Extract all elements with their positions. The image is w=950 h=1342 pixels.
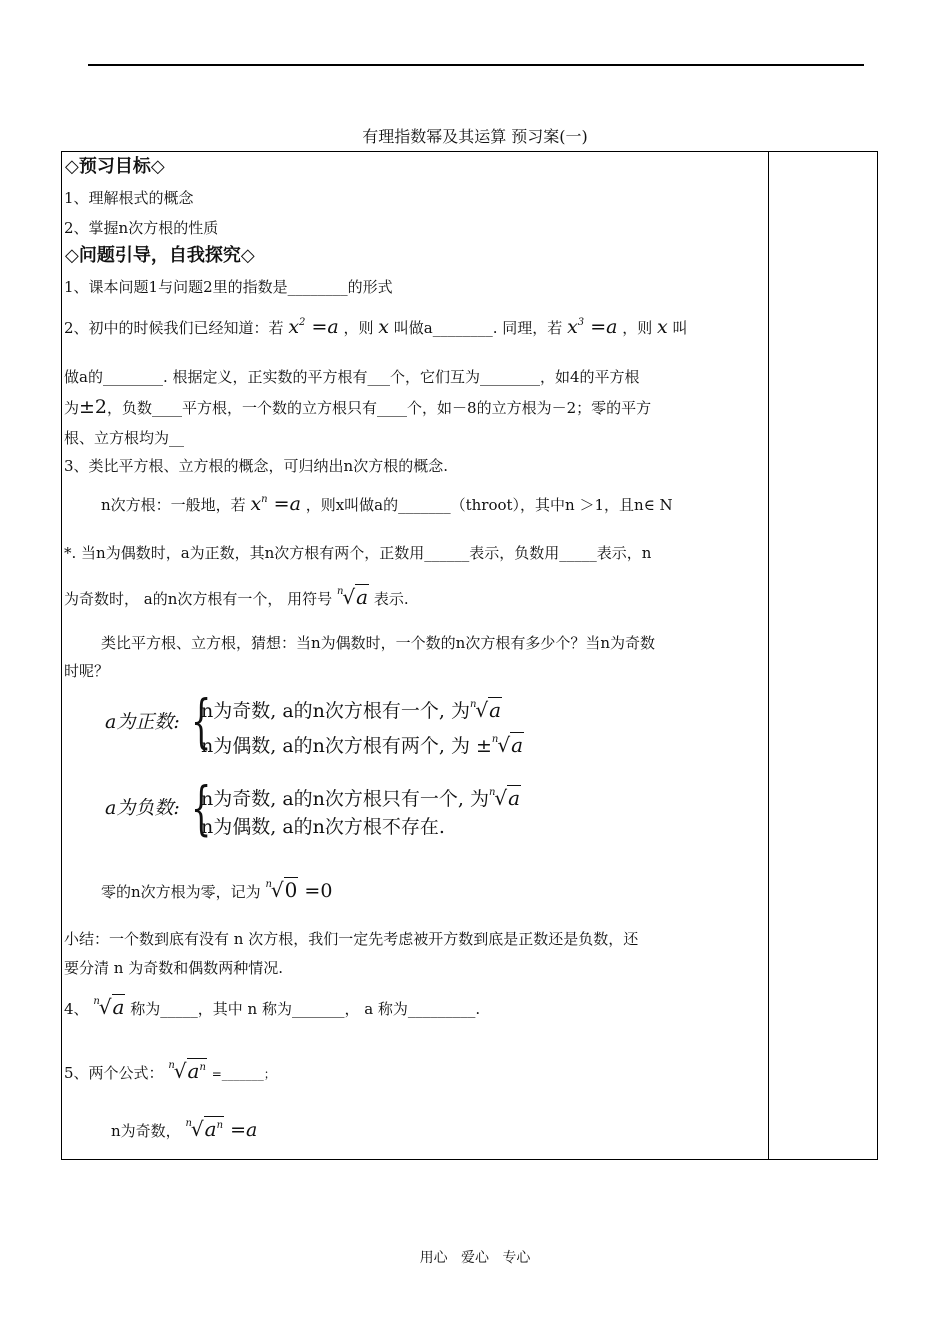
q5-odd-case: [111, 1114, 257, 1141]
radicand: a: [489, 698, 502, 722]
var-x: x: [250, 493, 262, 515]
var-a: a: [327, 316, 339, 338]
negative-even-case: n为偶数, a的n次方根不存在.: [201, 816, 445, 838]
zero-root-rule: [101, 875, 332, 902]
nth-root-a-symbol: [93, 995, 125, 1019]
nth-root-zero-symbol: [265, 878, 298, 902]
def-text-a: n次方根：一般地，若: [101, 496, 246, 514]
root-index: n: [469, 699, 477, 710]
q2-text-e: 叫: [672, 319, 688, 337]
zero-equals: =0: [298, 880, 333, 902]
exp-2: 2: [299, 317, 306, 328]
goals-heading: ◇预习目标◇: [65, 156, 165, 177]
nth-root-a-symbol: [337, 585, 369, 609]
goal-1: 1、理解根式的概念: [64, 189, 194, 207]
star-text-a: 为奇数时， a的n次方根有一个， 用符号: [64, 590, 333, 608]
neg-odd-text: n为奇数, a的n次方根只有一个, 为: [201, 788, 489, 810]
var-x: x: [378, 316, 390, 338]
nth-root-a-pow-n-symbol: [185, 1117, 224, 1141]
var-a: a: [204, 1117, 217, 1141]
radical-sign: √: [190, 1117, 204, 1141]
var-x: x: [288, 316, 300, 338]
radical-sign: √: [497, 733, 511, 757]
root-index: n: [265, 879, 272, 890]
question-1: 1、课本问题1与问题2里的指数是________的形式: [64, 278, 393, 296]
q2-text-c: 叫做a________. 同理，若: [393, 319, 563, 337]
question-2-line-2: 做a的________. 根据定义，正实数的平方根有___个，它们互为________，如4的平方根: [64, 368, 640, 386]
q5-blank: =_______；: [211, 1067, 276, 1081]
question-3: 3、类比平方根、立方根的概念，可归纳出n次方根的概念.: [64, 457, 448, 475]
radical-sign: √: [494, 786, 508, 810]
question-4: [64, 992, 480, 1019]
def-text-b: ，则x叫做a的_______（throot），其中n ＞1，且n∈ N: [305, 496, 673, 514]
radicand: a: [112, 995, 125, 1019]
root-index: n: [491, 734, 499, 745]
q2-eq-square: $x^2 =a$: [288, 316, 339, 338]
root-index: n: [93, 996, 100, 1007]
exp-3: 3: [577, 317, 585, 328]
notes-column-divider: [768, 152, 769, 1159]
nth-root-a-symbol: [489, 786, 521, 810]
pos-odd-text: n为奇数, a的n次方根有一个, 为: [201, 700, 470, 722]
exp-n: n: [199, 1062, 206, 1073]
analogy-line-2: 时呢？: [64, 662, 110, 680]
inquiry-heading: ◇问题引导，自我探究◇: [65, 245, 255, 266]
exp-n: n: [261, 494, 268, 505]
q5-prefix: 5、两个公式：: [64, 1064, 164, 1082]
q5-odd-result: =a: [224, 1119, 258, 1141]
radicand: 0: [284, 878, 298, 902]
worksheet-table: [61, 151, 878, 1160]
q2-text-b: ，则: [343, 319, 374, 337]
question-5: [64, 1056, 276, 1084]
var-x: x: [567, 316, 578, 338]
question-2-line-1: [64, 313, 688, 338]
radicand: a: [508, 786, 521, 810]
var-a: a: [289, 493, 301, 515]
radical-sign: √: [475, 698, 489, 722]
negative-case-brace: {: [191, 774, 212, 842]
page-title: 有理指数幂及其运算 预习案(一): [362, 127, 588, 146]
radicand: [187, 1058, 207, 1083]
negative-odd-case: [201, 783, 521, 809]
radical-sign: √: [342, 585, 356, 609]
negative-case-label: a为负数:: [105, 797, 180, 819]
positive-case-label: a为正数:: [105, 711, 180, 733]
star-text-b: 表示.: [373, 590, 409, 608]
q2-text-a: 2、初中的时候我们已经知道：若: [64, 319, 284, 337]
exp-n: n: [216, 1120, 224, 1131]
radical-sign: √: [98, 995, 112, 1019]
nth-root-a-pow-n-symbol: [168, 1059, 207, 1083]
star-note-line-1: *. 当n为偶数时，a为正数，其n次方根有两个，正数用______表示，负数用_____表示，n: [64, 544, 652, 562]
q2-text-d: ，则: [622, 319, 653, 337]
q2-line3-prefix: 为: [64, 399, 80, 417]
q2-line3-text: ，负数____平方根，一个数的立方根只有____个，如－8的立方根为－2；零的平方: [107, 399, 652, 417]
nth-root-a-symbol: [470, 698, 502, 722]
q2-eq-cube: $x^3 =a$: [567, 316, 618, 338]
header-rule: [88, 64, 864, 66]
radical-sign: √: [270, 878, 284, 902]
root-index: n: [488, 787, 496, 798]
positive-odd-case: [201, 695, 502, 721]
radicand: a: [511, 733, 524, 757]
var-a: a: [187, 1059, 200, 1083]
question-2-line-4: 根、立方根均为__: [64, 429, 185, 447]
var-x: x: [657, 316, 668, 338]
def-eq: $x^n =a$: [250, 493, 301, 515]
page-footer: 用心 爱心 专心: [419, 1250, 531, 1266]
question-2-line-3: [64, 397, 651, 418]
positive-even-case: [201, 730, 524, 756]
plus-minus-2: ±2: [79, 396, 108, 418]
worksheet-content: [63, 152, 766, 1159]
radical-sign: √: [173, 1059, 187, 1083]
root-index: n: [168, 1060, 175, 1071]
q5-odd-text: n为奇数，: [111, 1122, 181, 1140]
q4-prefix: 4、: [64, 1000, 89, 1018]
summary-line-1: 小结：一个数到底有没有 n 次方根，我们一定先考虑被开方数到底是正数还是负数，还: [64, 930, 639, 948]
nth-root-a-symbol: [492, 733, 524, 757]
pos-even-text: n为偶数, a的n次方根有两个, 为 ±: [201, 735, 492, 757]
zero-text: 零的n次方根为零，记为: [101, 883, 261, 901]
goal-2: 2、掌握n次方根的性质: [64, 219, 219, 237]
root-index: n: [185, 1118, 192, 1129]
q4-text: 称为_____，其中 n 称为_______， a 称为_________.: [130, 1000, 481, 1018]
radicand: a: [356, 585, 369, 609]
star-note-line-2: [64, 582, 409, 609]
analogy-line-1: 类比平方根、立方根，猜想：当n为偶数时，一个数的n次方根有多少个？当n为奇数: [101, 634, 655, 652]
nth-root-definition: [101, 490, 673, 515]
root-index: n: [336, 586, 344, 597]
summary-line-2: 要分清 n 为奇数和偶数两种情况.: [64, 959, 283, 977]
radicand: [204, 1116, 224, 1141]
var-a: a: [606, 316, 618, 338]
positive-case-brace: {: [191, 687, 212, 755]
